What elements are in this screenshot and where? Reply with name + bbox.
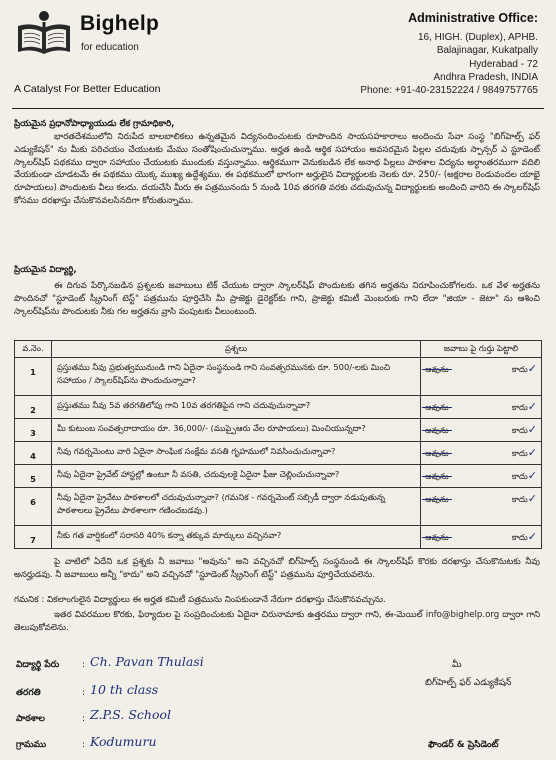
answer-yes-label: అవును [425, 493, 449, 504]
field-label-village: గ్రామము [16, 740, 47, 750]
strike-mark [422, 369, 452, 370]
question-text [52, 419, 421, 442]
bighelp-logo-icon [14, 8, 74, 58]
answer-cell[interactable] [421, 442, 542, 465]
question-number: 3 [15, 419, 52, 442]
question-text-span: నీవు ఏదైనా ప్రైవేటు పాఠశాలలో చదువుచున్నావా? (గమనిక - గవర్నమెంట్ సబ్సిడీ ద్వారా నడుపుతున్న పాఠశాలలు ప్రైవేటు పాఠశాలగా గణించబడవు.) [57, 492, 386, 515]
field-value-class[interactable]: 10 th class [90, 682, 159, 697]
answer-no-label: కాదు [511, 470, 528, 481]
address-line: 16, HIGH. (Duplex), APHB. [417, 32, 538, 44]
field-label-class: తరగతి [16, 688, 41, 698]
answer-options [425, 526, 537, 548]
answer-no-option[interactable] [512, 363, 537, 376]
field-colon: : [82, 660, 86, 670]
tick-mark-icon: ✓ [527, 361, 537, 375]
answer-no-label: కాదు [511, 493, 528, 504]
answer-yes-option[interactable] [425, 531, 449, 544]
answer-yes-option[interactable] [425, 493, 449, 506]
address-line: Balajinagar, Kukatpally [436, 45, 538, 57]
question-text [52, 442, 421, 465]
brand-name: Bighelp [80, 12, 160, 35]
field-label-name: విద్యార్థి పేరు [16, 660, 60, 670]
question-text-span: మీ కుటుంబ సంవత్సరాదాయం రూ. 36,000/- (ముప్పైఆరు వేల రూపాయలు) మించియున్నదా? [57, 423, 366, 433]
answer-cell[interactable] [421, 396, 542, 419]
field-colon: : [82, 688, 86, 698]
question-number: 6 [15, 488, 52, 526]
answer-options [425, 465, 537, 487]
header-divider [12, 108, 544, 109]
answer-yes-option[interactable] [425, 401, 449, 414]
strike-mark [422, 430, 452, 431]
question-number: 7 [15, 526, 52, 549]
answer-no-option[interactable] [512, 424, 537, 437]
answer-yes-label: అవును [425, 424, 449, 435]
answer-yes-label: అవును [425, 363, 449, 374]
strike-mark [422, 537, 452, 538]
tick-mark-icon: ✓ [527, 399, 537, 413]
answer-yes-label: అవును [425, 401, 449, 412]
answer-options [425, 442, 537, 464]
office-address [360, 12, 538, 97]
answer-yes-option[interactable] [425, 470, 449, 483]
address-line: Andhra Pradesh, INDIA [433, 71, 538, 83]
answer-yes-label: అవును [425, 470, 449, 481]
answer-options [425, 358, 537, 380]
table-row [15, 488, 542, 526]
question-text-span: నీవు గవర్నమెంటు వారి ఏదైనా సాంఘిక సంక్షేమ వసతి గృహములో నివసించుచున్నావా? [57, 446, 336, 456]
result-paragraph: పై వాటిలో ఏదేని ఒక ప్రశ్నకు నీ జవాబు "అవును" అని వచ్చినచో బిగ్‌హెల్ప్ సంస్థనుండి ఈ స్కాలర్‌షిప్ కొరకు దరఖాస్తు చేసుకొనుటకు నీవు అనర్హుడవు. నీ జవాబులు అన్నీ "కాదు" అని వచ్చినచో "స్టూడెంట్ స్క్రీనింగ్ టెస్ట్" పత్రమును పూర్తిచేయవలెను. [14, 557, 540, 580]
sign-org: బిగ్‌హెల్ప్ ఫర్ ఎడ్యుకేషన్ [425, 678, 512, 688]
tagline: A Catalyst For Better Education [14, 83, 161, 95]
address-line: Hyderabad - 72 [469, 58, 538, 70]
strike-mark [422, 499, 452, 500]
answer-no-option[interactable] [512, 531, 537, 544]
instructions-paragraph: ఈ దిగువ పేర్కొనబడిన ప్రశ్నలకు జవాబులు టిక్ చేయుట ద్వారా స్కాలర్‌షిప్ పొందుటకు తగిన అర్హతను నిరూపించుకోగలరు. ఒక వేళ అర్హతను పొందినచో "స్టూడెంట్ స్క్రీనింగ్ టెస్ట్" పత్రమును పూర్తిచేసి మీ ప్రాజెక్టు డైరెక్టర్‌కు గాని, ప్రాజెక్టు కమిటీ మెంబరుకు గాని లేదా "జియా - జెటా" ను ఆశించి స్కాలర్‌షిప్‌ను పొందుటకు నీకు గల అర్హతను వ్రాసి పంపుటకు వీలుంటుంది. [14, 281, 540, 317]
field-value-village[interactable]: Kodumuru [90, 734, 157, 749]
table-row [15, 442, 542, 465]
answer-cell[interactable] [421, 419, 542, 442]
tick-mark-icon: ✓ [527, 468, 537, 482]
table-row [15, 526, 542, 549]
answer-options [425, 419, 537, 441]
answer-no-label: కాదు [511, 424, 528, 435]
answer-no-option[interactable] [512, 493, 537, 506]
answer-no-option[interactable] [512, 401, 537, 414]
answer-cell[interactable] [421, 488, 542, 526]
question-text-span: ప్రస్తుతము నీవు 5వ తరగతిలోపు గాని 10వ తరగతిపైన గాని చదువుచున్నావా? [57, 400, 311, 410]
answer-yes-label: అవును [425, 447, 449, 458]
salutation: ప్రియమైన ప్రధానోపాధ్యాయుడు లేక గ్రామాధికారి, [14, 119, 175, 129]
tick-mark-icon: ✓ [527, 529, 537, 543]
answer-cell[interactable] [421, 465, 542, 488]
student-salutation: ప్రియమైన విద్యార్థి, [14, 265, 77, 275]
answer-options [425, 488, 537, 510]
contact-paragraph: ఇతర వివరముల కొరకు, ఫిర్యాదుల పై సంప్రదించుటకు ఏదైనా చిరునామాకు ఉత్తరము ద్వారా గాని, ఈ-మెయిల్ info@bighelp.org ద్వారా గాని తెలుపుకోవలెను. [14, 610, 540, 633]
answer-options [425, 396, 537, 418]
question-text-span: నీకు గత వార్షికంలో సరాసరి 40% కన్నా తక్కువ మార్కులు వచ్చినవా? [57, 530, 282, 540]
table-header-row [15, 341, 542, 358]
answer-yes-option[interactable] [425, 363, 449, 376]
intro-paragraph: భారతదేశములోని నిరుపేద బాలబాలికలు ఉన్నతమైన విద్యనందించుటకు రూపొందిన సాయసహకారాలు అందించు సేవా సంస్థ "బిగ్‌హెల్ప్ ఫర్ ఎడ్యుకేషన్" ను మీకు పరిచయం చేయుటకు మేము సంతోషించుచున్నాము. అర్హత ఉండి ఆర్థిక సహాయం అవసరమైన పిల్లల చదువుకు స్పాన్సర్ ఎ స్టూడెంట్ స్కాలర్‌షిప్ పథకము ద్వారా సహాయం చేయుటకు ముందుకు వస్తున్నాము. ఆర్థికముగా వెనుకబడిన లేక అనాథ పిల్లలు పాఠశాల విద్యను అర్ధాంతరముగా వదిలి వేయకుండా చూడటమే ఈ పథకము యొక్క ముఖ్య ఉద్దేశ్యము. ఈ పథకములో భాగంగా అర్హులైన విద్యార్థులకు నెలకు రూ. 250/- (అక్షరాల రెండువందల యాభై రూపాయలు) పొందుటకు వీలు కలదు. దయచేసి మీరు ఈ పత్రమునందు 5 నుండి 10వ తరగతి వరకు చదువుచున్న విద్యార్థులకు అందించి వారిని ఈ స్కాలర్‌షిప్ కోసము దరఖాస్తు చేసుకొనవలసినదిగా కోరుతున్నాము. [14, 132, 540, 206]
question-text [52, 465, 421, 488]
answer-yes-option[interactable] [425, 424, 449, 437]
sign-title: ఫౌండర్ & ప్రెసిడెంట్ [428, 740, 499, 750]
question-text [52, 358, 421, 396]
answer-no-option[interactable] [512, 470, 537, 483]
question-number: 1 [15, 358, 52, 396]
strike-mark [422, 407, 452, 408]
field-value-name[interactable]: Ch. Pavan Thulasi [90, 654, 204, 669]
answer-no-label: కాదు [511, 447, 528, 458]
field-colon: : [82, 714, 86, 724]
strike-mark [422, 476, 452, 477]
question-text-span: ప్రస్తుతము నీవు ప్రభుత్వమునుండి గాని ఏదైనా సంస్థనుండి గాని సంవత్సరమునకు రూ. 500/-లకు మించి సహాయం / స్కాలర్‌షిప్‌ను పొందుచున్నావా? [57, 362, 391, 385]
table-row [15, 465, 542, 488]
question-number: 4 [15, 442, 52, 465]
question-text-span: నీవు ఏదైనా ప్రైవేట్ హాస్టల్లో ఉంటూ నీ వసతి, చదువులకై ఏదైనా ఫీజు చెల్లించుచున్నావా? [57, 469, 340, 479]
question-text [52, 396, 421, 419]
field-colon: : [82, 740, 86, 750]
answer-no-option[interactable] [512, 447, 537, 460]
phone-line: Phone: +91-40-23152224 / 9849757765 [360, 85, 538, 97]
tick-mark-icon: ✓ [527, 422, 537, 436]
question-text [52, 488, 421, 526]
table-row [15, 396, 542, 419]
field-label-school: పాఠశాల [16, 714, 45, 724]
answer-no-label: కాదు [511, 363, 528, 374]
strike-mark [422, 453, 452, 454]
sign-closing: మీ [452, 660, 462, 670]
answer-no-label: కాదు [511, 401, 528, 412]
tick-mark-icon: ✓ [527, 491, 537, 505]
header-question: ప్రశ్నలు [52, 341, 421, 358]
answer-cell[interactable] [421, 526, 542, 549]
table-row [15, 358, 542, 396]
answer-yes-label: అవును [425, 531, 449, 542]
table-row [15, 419, 542, 442]
answer-yes-option[interactable] [425, 447, 449, 460]
answer-no-label: కాదు [511, 531, 528, 542]
field-value-school[interactable]: Z.P.S. School [90, 707, 172, 722]
header-num: వ.నెం. [15, 341, 52, 358]
tick-mark-icon: ✓ [527, 445, 537, 459]
eligibility-table [14, 340, 542, 549]
note-text: గమనిక : వికలాంగులైన విద్యార్థులు ఈ అర్హత కమిటీ పత్రమును నింపకుండానే నేరుగా దరఖాస్తు చేసుకొనవచ్చును. [14, 595, 386, 605]
question-number: 5 [15, 465, 52, 488]
office-title: Administrative Office: [408, 11, 538, 25]
answer-cell[interactable] [421, 358, 542, 396]
question-number: 2 [15, 396, 52, 419]
brand-subtitle: for education [81, 42, 139, 53]
header-answer: జవాబు పై గుర్తు పెట్టాలి [421, 341, 542, 358]
question-text [52, 526, 421, 549]
